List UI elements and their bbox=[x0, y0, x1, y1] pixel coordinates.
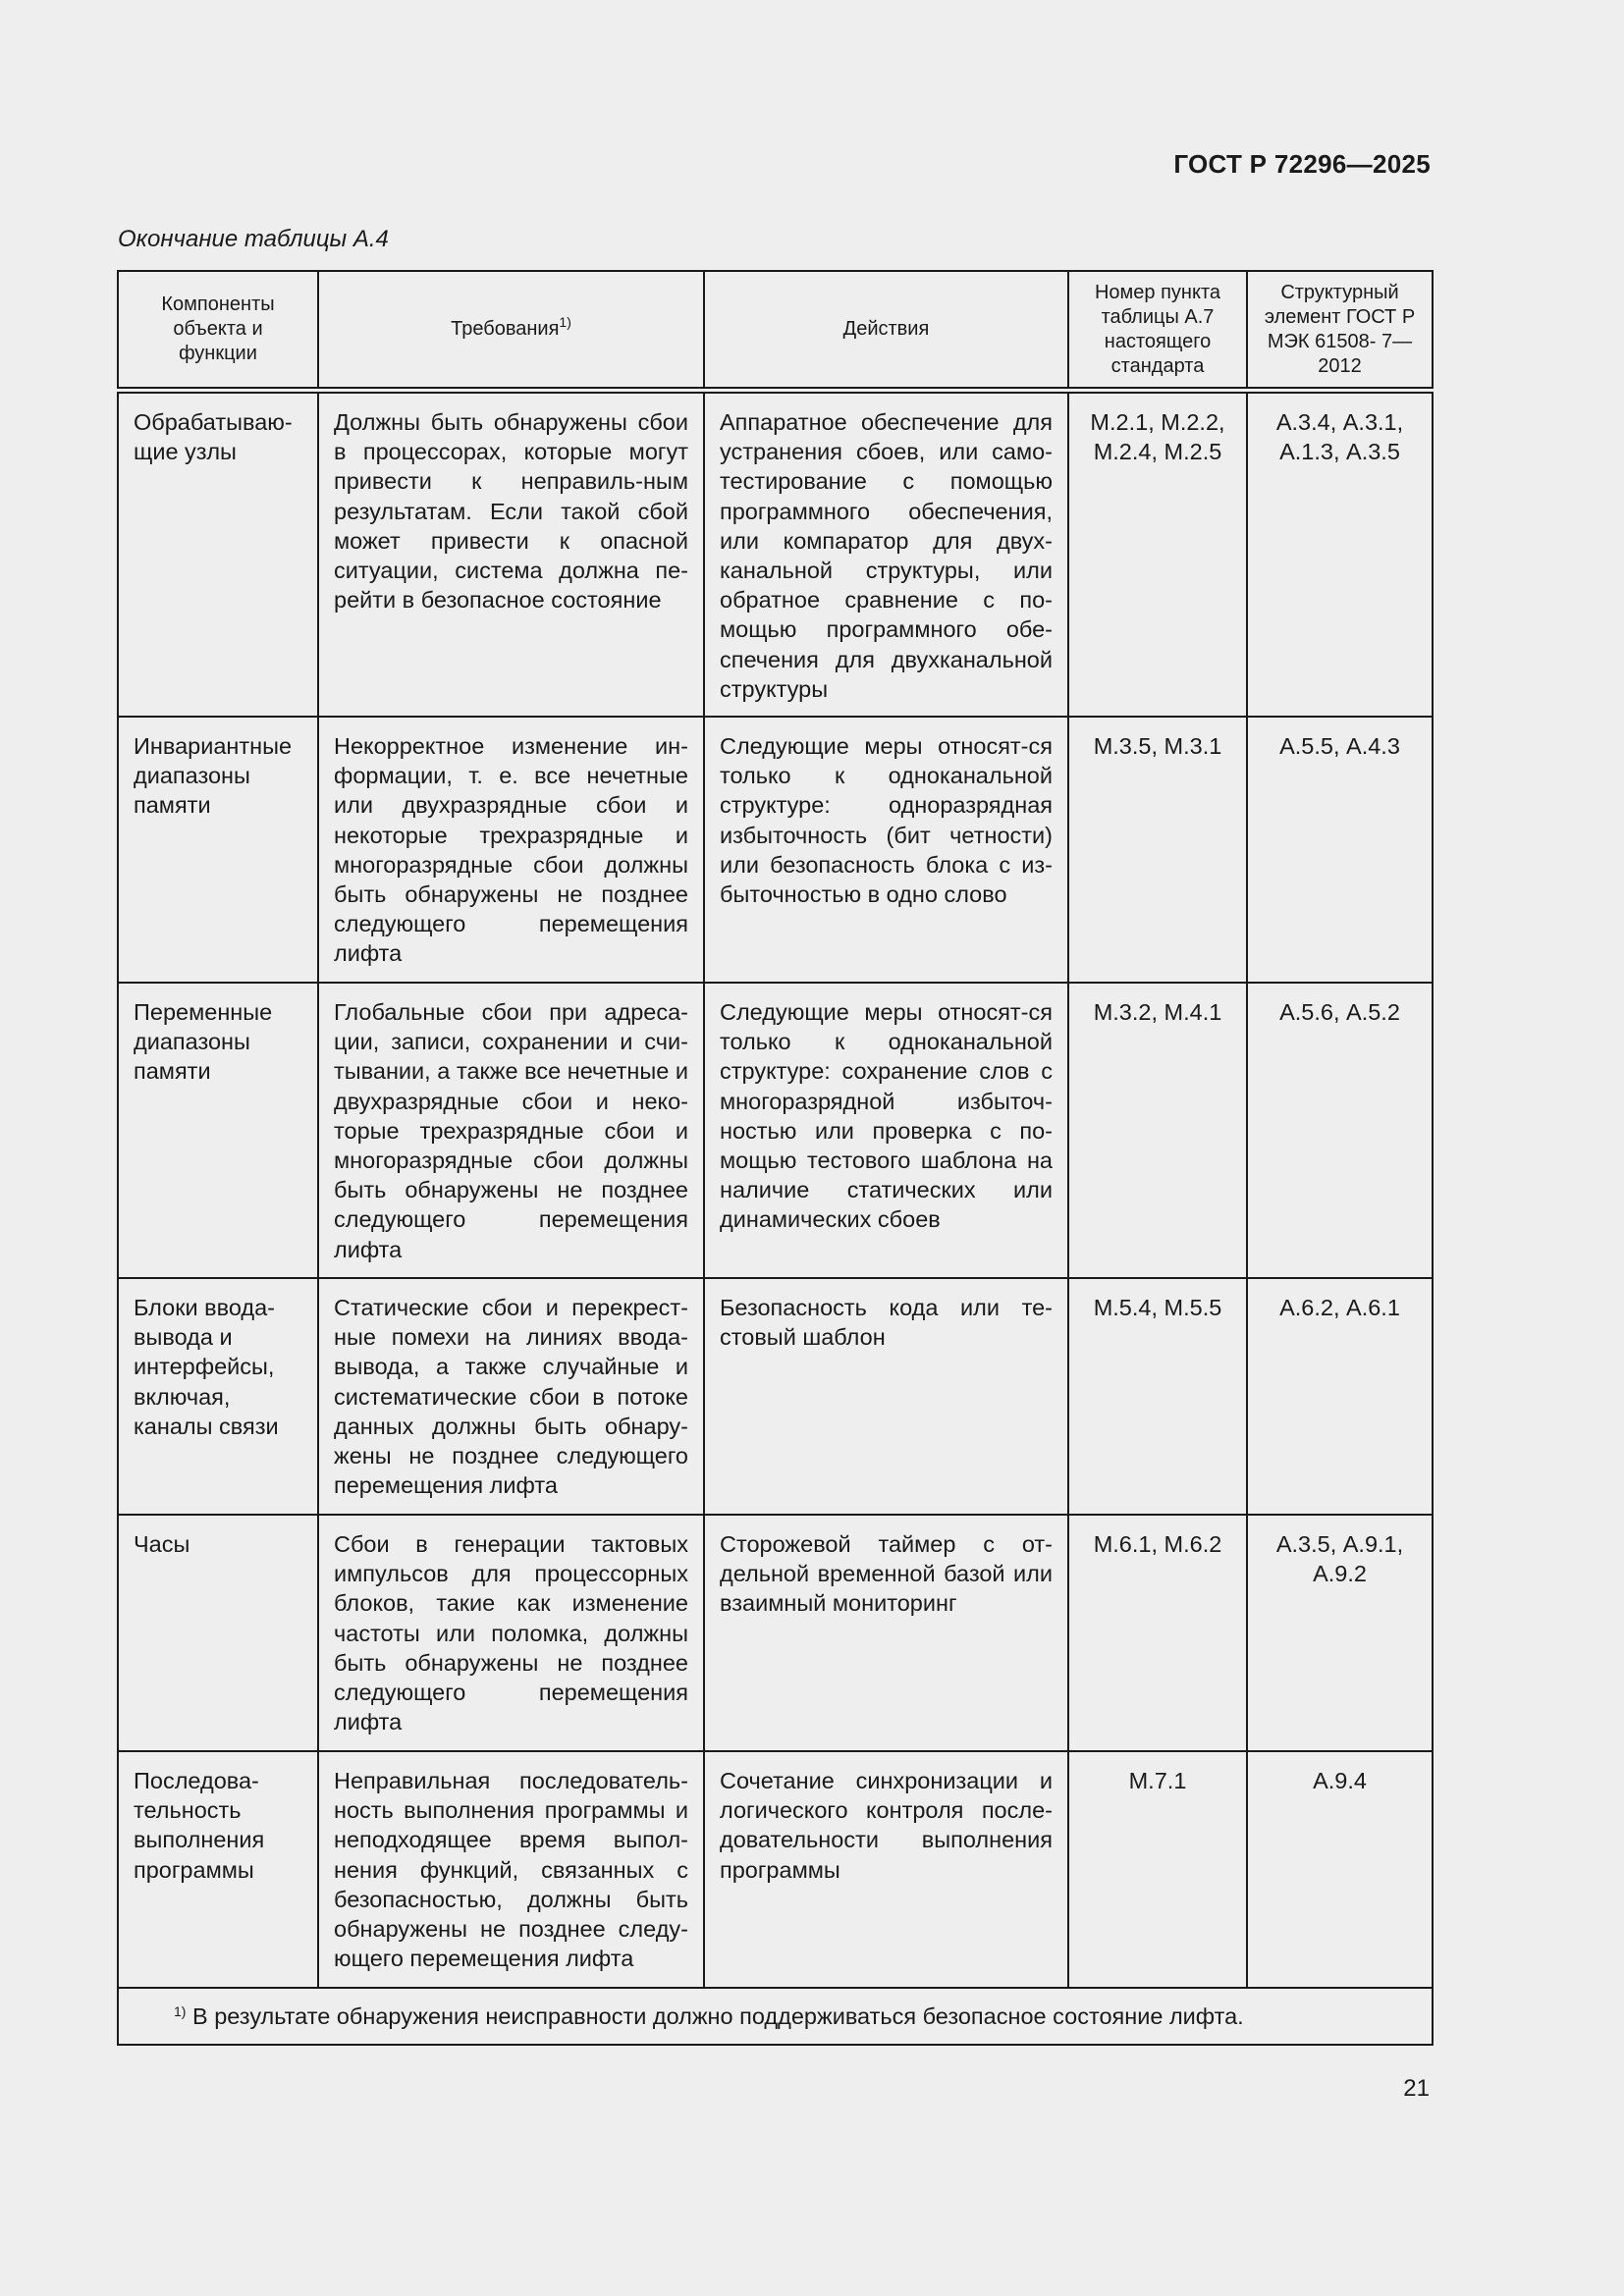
page-number: 21 bbox=[1403, 2075, 1430, 2102]
footnote-mark: 1) bbox=[174, 2002, 187, 2019]
requirement-cell: Статические сбои и перекрест-ные помехи на линиях ввода-вывода, а также случайные и систематические сбои в потоке данных должны быть обнару-жены не позднее следующего перемещения лифта bbox=[334, 1295, 688, 1499]
item-number-cell: М.3.5, М.3.1 bbox=[1093, 733, 1222, 760]
requirement-cell: Должны быть обнаружены сбои в процессорах, которые могут привести к неправиль-ным результатам. Если такой сбой может привести к опасной ситуации, система должна пе-рейти в безопасное состояние bbox=[334, 409, 688, 614]
table-caption: Окончание таблицы А.4 bbox=[118, 226, 389, 252]
item-number-cell: М.6.1, М.6.2 bbox=[1093, 1531, 1222, 1558]
footnote-ref: 1) bbox=[559, 314, 571, 330]
action-cell: Сочетание синхронизации и логического контроля после-довательности выполнения программы bbox=[720, 1768, 1053, 1883]
action-cell: Безопасность кода или те-стовый шаблон bbox=[720, 1295, 1053, 1351]
component-cell: Блоки ввода-вывода и интерфейсы, включая, каналы связи bbox=[134, 1295, 279, 1439]
table-row bbox=[118, 1515, 1433, 1751]
requirement-cell: Неправильная последователь-ность выполнения программы и неподходящее время выпол-нения функций, связанных с безопасностью, должны быть обнаружены не позднее следу-ющего перемещения лифта bbox=[334, 1768, 688, 1972]
structural-element-cell: А.5.6, А.5.2 bbox=[1279, 999, 1400, 1026]
action-cell: Следующие меры относят-ся только к одноканальной структуре: одноразрядная избыточность (бит четности) или безопасность блока с из-быточностью в одно слово bbox=[720, 733, 1053, 908]
header-actions: Действия bbox=[704, 271, 1068, 391]
component-cell: Часы bbox=[134, 1531, 190, 1558]
structural-element-cell: А.5.5, А.4.3 bbox=[1279, 733, 1400, 760]
table-header-row bbox=[118, 271, 1433, 391]
table-row bbox=[118, 1278, 1433, 1515]
requirement-cell: Некорректное изменение ин-формации, т. е. все нечетные или двухразрядные сбои и некоторые трехразрядные и многоразрядные сбои должны быть обнаружены не позднее следующего перемещения лифта bbox=[334, 733, 688, 967]
table-row bbox=[118, 391, 1433, 718]
item-number-cell: М.2.1, М.2.2, М.2.4, М.2.5 bbox=[1090, 409, 1225, 465]
action-cell: Сторожевой таймер с от-дельной временной базой или взаимный мониторинг bbox=[720, 1531, 1053, 1617]
item-number-cell: М.5.4, М.5.5 bbox=[1093, 1295, 1222, 1321]
structural-element-cell: А.3.4, А.3.1, А.1.3, А.3.5 bbox=[1275, 409, 1404, 465]
header-requirements-label: Требования bbox=[451, 318, 560, 340]
footnote-text: В результате обнаружения неисправности должно поддерживаться безопасное состояние лифта. bbox=[191, 2002, 1244, 2029]
structural-element-cell: А.6.2, А.6.1 bbox=[1279, 1295, 1400, 1321]
table-row bbox=[118, 1751, 1433, 1988]
header-components: Компоненты объекта и функции bbox=[118, 271, 318, 391]
header-requirements bbox=[318, 271, 704, 391]
header-item-number: Номер пункта таблицы А.7 настоящего стандарта bbox=[1068, 271, 1247, 391]
header-structural-element: Структурный элемент ГОСТ Р МЭК 61508- 7—2012 bbox=[1247, 271, 1433, 391]
table-row bbox=[118, 717, 1433, 983]
requirement-cell: Глобальные сбои при адреса-ции, записи, сохранении и счи-тывании, а также все нечетные и двухразрядные сбои и неко-торые трехразрядные сбои и многоразрядные сбои должны быть обнаружены не позднее следующего перемещения лифта bbox=[334, 999, 688, 1262]
component-cell: Переменные диапазоны памяти bbox=[134, 999, 273, 1085]
document-code: ГОСТ Р 72296—2025 bbox=[1173, 149, 1431, 179]
component-cell: Последова-тельность выполнения программы bbox=[134, 1768, 265, 1883]
table-footnote bbox=[119, 2003, 1432, 2030]
table-row bbox=[118, 983, 1433, 1278]
item-number-cell: М.3.2, М.4.1 bbox=[1093, 999, 1222, 1026]
component-cell: Инвариантные диапазоны памяти bbox=[134, 733, 293, 819]
structural-element-cell: А.9.4 bbox=[1313, 1768, 1367, 1794]
structural-element-cell: А.3.5, А.9.1, А.9.2 bbox=[1275, 1531, 1404, 1587]
action-cell: Следующие меры относят-ся только к одноканальной структуре: сохранение слов с многоразрядной избыточ-ностью или проверка с по-мощью тестового шаблона на наличие статических или динамических сбоев bbox=[720, 999, 1053, 1233]
requirements-table bbox=[117, 270, 1434, 2046]
item-number-cell: М.7.1 bbox=[1128, 1768, 1187, 1794]
requirement-cell: Сбои в генерации тактовых импульсов для процессорных блоков, такие как изменение частоты или поломка, должны быть обнаружены не позднее следующего перемещения лифта bbox=[334, 1531, 688, 1735]
component-cell: Обрабатываю-щие узлы bbox=[134, 409, 293, 465]
footnote-row bbox=[118, 1988, 1433, 2045]
action-cell: Аппаратное обеспечение для устранения сбоев, или само-тестирование с помощью программного обеспечения, или компаратор для двух-канальной структуры, или обратное сравнение с по-мощью программного обе-спечения для двухканальной структуры bbox=[720, 409, 1053, 702]
